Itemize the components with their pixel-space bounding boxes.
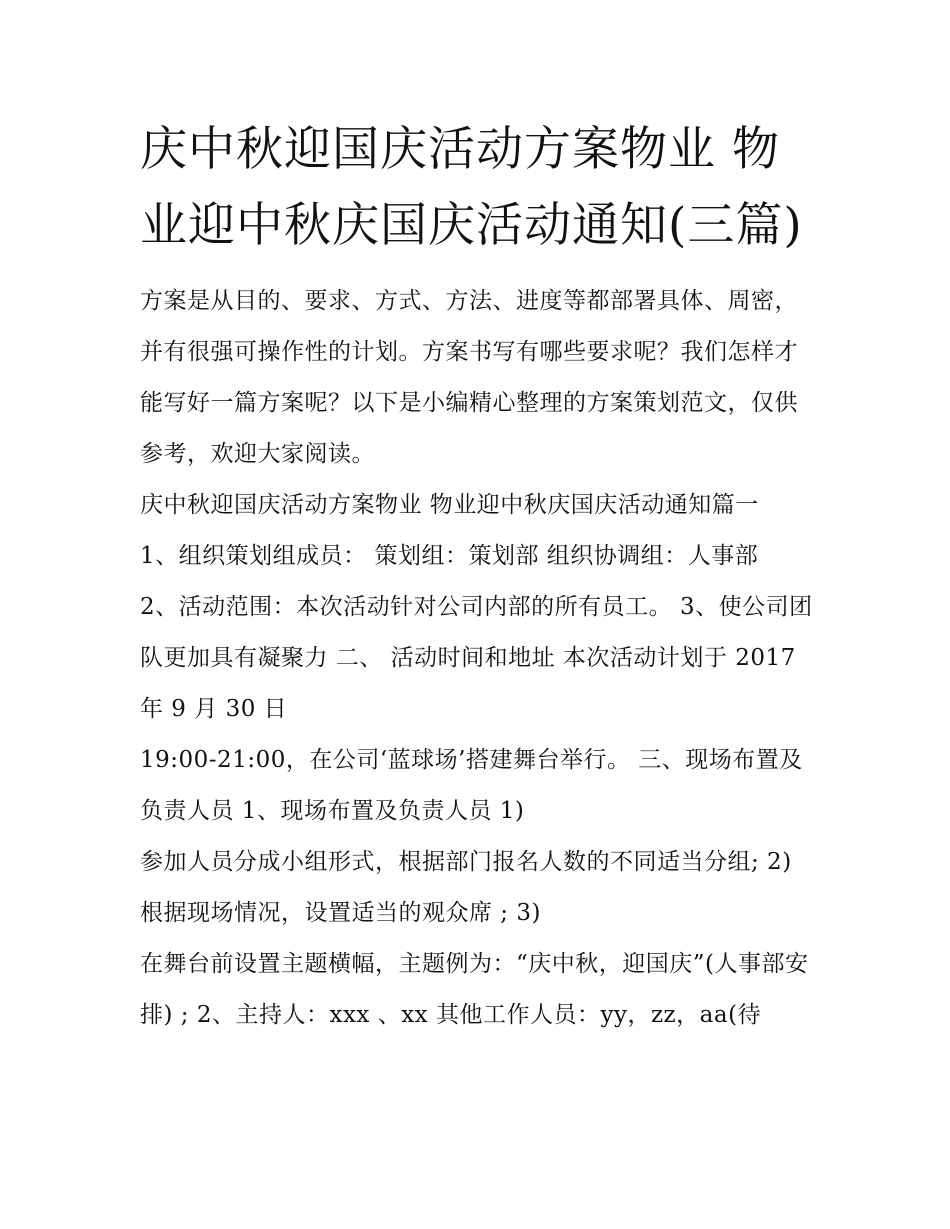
document-body <box>140 276 820 1041</box>
paragraph: 1、组织策划组成员： 策划组：策划部 组织协调组：人事部 <box>140 543 759 569</box>
document-title: 庆中秋迎国庆活动方案物业 物业迎中秋庆国庆活动通知(三篇) <box>140 122 803 253</box>
paragraph: 在舞台前设置主题横幅，主题例为：“庆中秋，迎国庆”(人事部安排) ; 2、主持人：xxx 、xx 其他工作人员：yy，zz，aa(待 <box>140 951 809 1028</box>
document-page <box>140 112 820 1041</box>
paragraph: 2、活动范围：本次活动针对公司内部的所有员工。 3、使公司团队更加具有凝聚力 二、 活动时间和地址 本次活动计划于 2017 年 9 月 30 日 <box>140 594 813 722</box>
intro-paragraph: 方案是从目的、要求、方式、方法、进度等都部署具体、周密，并有很强可操作性的计划。方案书写有哪些要求呢？我们怎样才能写好一篇方案呢？以下是小编精心整理的方案策划范文，仅供参考，欢迎大家阅读。 <box>140 288 798 467</box>
paragraph: 参加人员分成小组形式，根据部门报名人数的不同适当分组; 2) 根据现场情况，设置适当的观众席 ; 3) <box>140 849 792 926</box>
section-heading: 庆中秋迎国庆活动方案物业 物业迎中秋庆国庆活动通知篇一 <box>140 492 759 518</box>
paragraph: 19:00-21:00，在公司‘蓝球场’搭建舞台举行。 三、现场布置及负责人员 1、现场布置及负责人员 1) <box>140 747 803 824</box>
